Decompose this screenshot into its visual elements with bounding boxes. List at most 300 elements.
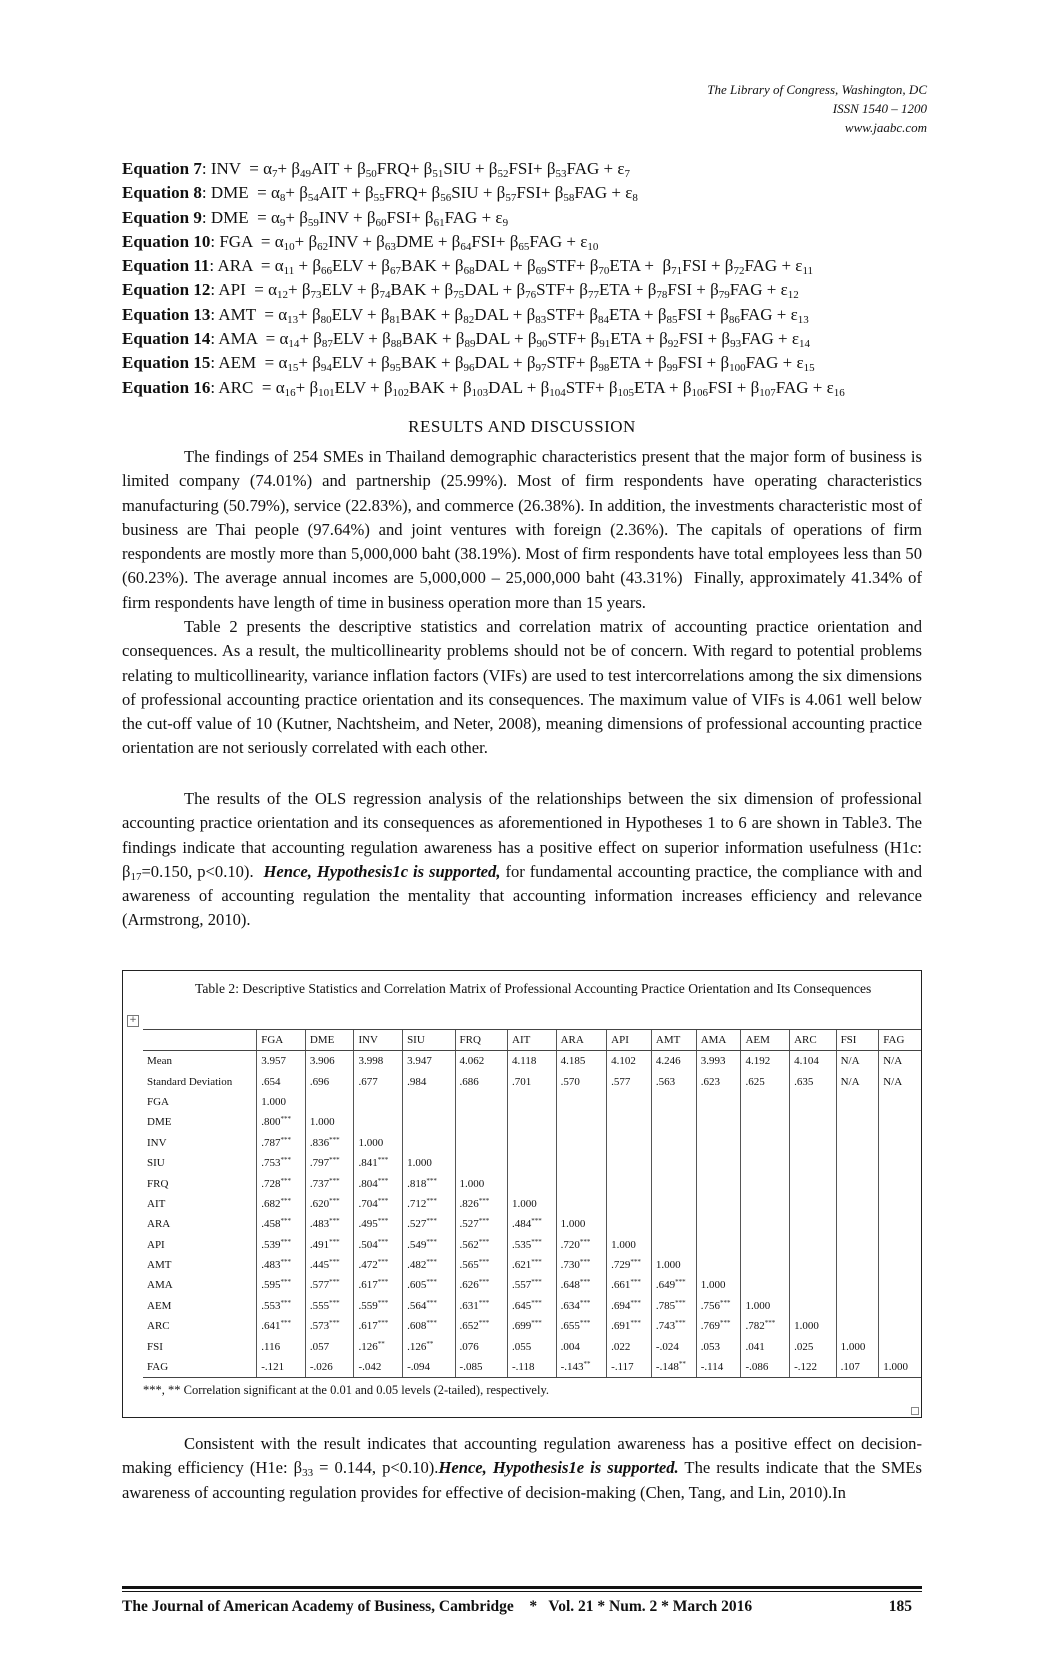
table-cell	[836, 1092, 879, 1112]
table-cell: .753***	[257, 1153, 306, 1173]
equation-label: Equation 8	[122, 183, 202, 203]
table-cell: .652***	[455, 1316, 507, 1336]
significance-mark: ***	[478, 1217, 490, 1226]
table-cell	[696, 1235, 741, 1255]
footer-separator: *	[661, 1598, 669, 1615]
significance-mark: ***	[579, 1258, 591, 1267]
table-cell	[556, 1112, 607, 1132]
table-cell: .527***	[403, 1214, 455, 1234]
table-cell: .076	[455, 1336, 507, 1356]
table-cell	[508, 1092, 557, 1112]
table-cell	[790, 1296, 837, 1316]
significance-mark: ***	[280, 1319, 291, 1328]
row-label: INV	[147, 1136, 167, 1149]
footer-rule-thin	[122, 1591, 922, 1592]
table-row	[143, 1336, 921, 1356]
page-number: 185	[888, 1598, 912, 1615]
significance-mark: ***	[478, 1278, 490, 1287]
column-header-fga: FGA	[257, 1030, 306, 1051]
significance-mark: ***	[531, 1217, 542, 1226]
paragraph-regression-results: The results of the OLS regression analysis of the relationships between the six dimension of professional accounting practice orientation and its consequences as aforementioned in Hypotheses 1 to 6 are shown in Table3. The findings indicate that accounting regulation awareness has a positive effect on superior information usefulness (H1c: $\beta_{17}=0.150$, p<0.10). Hence, Hypothesis1c is supported, for fundamental accounting practice, the compliance with and awareness of accounting regulation the mentality that accounting information increases efficiency and relevance (Armstrong, 2010).	[122, 789, 922, 930]
table-cell	[836, 1255, 879, 1275]
table-cell	[741, 1112, 790, 1132]
table-cell	[741, 1275, 790, 1295]
table-cell	[696, 1133, 741, 1153]
footer-separator: *	[597, 1598, 606, 1615]
table-cell: .004	[556, 1336, 607, 1356]
table-cell: 1.000	[879, 1357, 921, 1378]
table-cell: .730***	[556, 1255, 607, 1275]
table-cell: .984	[403, 1071, 455, 1091]
significance-mark: ***	[426, 1237, 437, 1246]
equation-label: Equation 11	[122, 256, 210, 276]
table-cell: .617***	[354, 1275, 403, 1295]
table-cell	[879, 1194, 921, 1214]
equation-lhs: AMT	[218, 304, 256, 324]
table-row	[143, 1357, 921, 1378]
table-cell	[741, 1194, 790, 1214]
table-cell	[741, 1173, 790, 1193]
table-cell: -.121	[257, 1357, 306, 1378]
column-header-ara: ARA	[556, 1030, 607, 1051]
table-row	[143, 1214, 921, 1234]
table-cell: 1.000	[836, 1336, 879, 1356]
equation-label: Equation 15	[122, 353, 211, 373]
table-cell: .483***	[305, 1214, 354, 1234]
equation-list	[122, 157, 922, 400]
equation-label: Equation 9	[122, 207, 202, 227]
table-cell	[836, 1296, 879, 1316]
table-cell: 4.246	[651, 1051, 696, 1072]
table-cell: .836***	[305, 1133, 354, 1153]
row-label: FGA	[147, 1095, 170, 1108]
equation-rhs: = $\alpha_8+ \beta_{54}AIT + \beta_{55}FRQ+ \beta_{56}SIU + \beta_{57}FSI+ \beta_{58}FAG + \varepsilon_8$	[257, 183, 638, 205]
table-cell: .504***	[354, 1235, 403, 1255]
table-cell: .800***	[257, 1112, 306, 1132]
table-cell: .648***	[556, 1275, 607, 1295]
significance-mark: ***	[675, 1278, 686, 1287]
table-row	[143, 1194, 921, 1214]
table-cell: N/A	[879, 1051, 921, 1072]
equation-lhs: ARA	[217, 256, 253, 276]
equation-line: Equation 14: AMA = $\alpha_{14}+ \beta_{87}ELV + \beta_{88}BAK + \beta_{89}DAL + \beta_{90}STF+ \beta_{91}ETA + \beta_{92}FSI + \beta_{93}FAG + \varepsilon_{14}$	[122, 329, 811, 351]
table-cell: .570	[556, 1071, 607, 1091]
table-row	[143, 1296, 921, 1316]
table-cell	[403, 1092, 455, 1112]
table-cell: 4.104	[790, 1051, 837, 1072]
significance-mark: ***	[280, 1176, 291, 1185]
table-row	[143, 1255, 921, 1275]
table-row	[143, 1133, 921, 1153]
table-cell: -.085	[455, 1357, 507, 1378]
equation-lhs: DME	[210, 183, 249, 203]
significance-mark: ***	[630, 1278, 641, 1287]
row-label: API	[147, 1238, 165, 1251]
equation-lhs: ARC	[218, 377, 254, 397]
equation-rhs: = $\alpha_{16}+ \beta_{101}ELV + \beta_{102}BAK + \beta_{103}DAL + \beta_{104}STF+ \beta_{105}ETA + \beta_{106}FSI + \beta_{107}FAG + \varepsilon_{16}$	[261, 377, 845, 399]
table-cell: .782***	[741, 1316, 790, 1336]
equation-rhs: = $\alpha_{15}+ \beta_{94}ELV + \beta_{95}BAK + \beta_{96}DAL + \beta_{97}STF+ \beta_{98}ETA + \beta_{99}FSI + \beta_{100}FAG + \varepsilon_{15}$	[264, 353, 815, 375]
footer-journal: The Journal of American Academy of Business, Cambridge	[122, 1598, 514, 1615]
table-cell: .797***	[305, 1153, 354, 1173]
table-cell: .785***	[651, 1296, 696, 1316]
equation-label: Equation 12	[122, 280, 211, 300]
table-cell: .691***	[607, 1316, 652, 1336]
equation-label: Equation 10	[122, 231, 211, 251]
table-cell	[455, 1133, 507, 1153]
row-label: FAG	[143, 1357, 257, 1378]
column-header-api: API	[607, 1030, 652, 1051]
paragraph-decision-making: Consistent with the result indicates that accounting regulation awareness has a positive effect on decision-making efficiency (H1e: $\beta_{33} = 0.144$, p<0.10).Hence, Hypothesis1e is supported. The results indicate that the SMEs awareness of accounting regulation provides for effective of decision-making (Chen, Tang, and Lin, 2010).In	[122, 1434, 922, 1502]
table-cell: .555***	[305, 1296, 354, 1316]
table-cell: .626***	[455, 1275, 507, 1295]
table-cell: .577***	[305, 1275, 354, 1295]
table-cell: -.122	[790, 1357, 837, 1378]
table-cell	[696, 1173, 741, 1193]
table-cell: .565***	[455, 1255, 507, 1275]
table-cell: .055	[508, 1336, 557, 1356]
table-cell: .826***	[455, 1194, 507, 1214]
table-cell: -.026	[305, 1357, 354, 1378]
equation-rhs: = $\alpha_9+ \beta_{59}INV + \beta_{60}FSI+ \beta_{61}FAG + \varepsilon_9$	[257, 207, 509, 229]
table-cell	[879, 1235, 921, 1255]
footer-date: March 2016	[672, 1598, 753, 1615]
table-cell	[607, 1194, 652, 1214]
equation-line: Equation 11: ARA = $\alpha_{11} + \beta_{66}ELV + \beta_{67}BAK + \beta_{68}DAL + \beta_{69}STF+ \beta_{70}ETA + \beta_{71}FSI + \beta_{72}FAG + \varepsilon_{11}$	[122, 256, 814, 278]
table-cell	[790, 1214, 837, 1234]
table-cell: .623	[696, 1071, 741, 1091]
table-cell	[790, 1235, 837, 1255]
table-cell: -.143**	[556, 1357, 607, 1378]
table-cell: .631***	[455, 1296, 507, 1316]
equation-lhs: API	[218, 280, 246, 300]
table-cell: .661***	[607, 1275, 652, 1295]
significance-mark: ***	[426, 1176, 437, 1185]
equation-rhs: = $\alpha_{12}+ \beta_{73}ELV + \beta_{74}BAK + \beta_{75}DAL + \beta_{76}STF+ \beta_{77}ETA + \beta_{78}FSI + \beta_{79}FAG + \varepsilon_{12}$	[254, 280, 799, 302]
table-cell: .577	[607, 1071, 652, 1091]
significance-mark: ***	[478, 1258, 490, 1267]
table-cell	[651, 1235, 696, 1255]
column-header-ama: AMA	[696, 1030, 741, 1051]
table-cell	[836, 1275, 879, 1295]
header-publisher: The Library of Congress, Washington, DC	[707, 82, 927, 97]
table-cell	[651, 1133, 696, 1153]
equation-label: Equation 14	[122, 329, 211, 349]
equation-rhs: = $\alpha_{13}+ \beta_{80}ELV + \beta_{81}BAK + \beta_{82}DAL + \beta_{83}STF+ \beta_{84}ETA + \beta_{85}FSI + \beta_{86}FAG + \varepsilon_{13}$	[264, 304, 809, 326]
column-header-arc: ARC	[790, 1030, 837, 1051]
significance-mark: ***	[329, 1298, 340, 1307]
table-cell	[879, 1173, 921, 1193]
table-cell: 1.000	[696, 1275, 741, 1295]
column-header-ait: AIT	[508, 1030, 557, 1051]
significance-mark: ***	[329, 1156, 340, 1165]
table-cell: .495***	[354, 1214, 403, 1234]
equation-rhs: = $\alpha_{10}+ \beta_{62}INV + \beta_{63}DME + \beta_{64}FSI+ \beta_{65}FAG + \varepsilon_{10}$	[260, 231, 599, 253]
significance-mark: ***	[764, 1319, 776, 1328]
significance-mark: ***	[280, 1135, 291, 1144]
equation-line: Equation 16: ARC = $\alpha_{16}+ \beta_{101}ELV + \beta_{102}BAK + \beta_{103}DAL + \beta_{104}STF+ \beta_{105}ETA + \beta_{106}FSI + \beta_{107}FAG + \varepsilon_{16}$	[122, 377, 845, 399]
table-cell: .445***	[305, 1255, 354, 1275]
table-cell	[790, 1112, 837, 1132]
significance-mark: ***	[377, 1278, 389, 1287]
table-cell	[508, 1112, 557, 1132]
significance-mark: **	[583, 1360, 591, 1369]
footer-rule-thick	[122, 1586, 922, 1589]
table-cell	[879, 1255, 921, 1275]
row-label: AMT	[147, 1259, 172, 1272]
significance-mark: ***	[280, 1258, 291, 1267]
table-cell	[790, 1092, 837, 1112]
table-cell: .737***	[305, 1173, 354, 1193]
table-cell: 1.000	[556, 1214, 607, 1234]
footer-number: Num. 2	[609, 1598, 658, 1615]
significance-mark: ***	[478, 1196, 490, 1205]
significance-mark: ***	[280, 1115, 291, 1124]
header-website: www.jaabc.com	[844, 120, 927, 135]
table-cell: .458***	[257, 1214, 306, 1234]
table-cell	[305, 1092, 354, 1112]
table-cell	[836, 1112, 879, 1132]
table-cell: .053	[696, 1336, 741, 1356]
table-cell: .699***	[508, 1316, 557, 1336]
table-cell	[508, 1133, 557, 1153]
table-cell	[696, 1112, 741, 1132]
equation-label: Equation 7	[122, 159, 202, 178]
significance-mark: ***	[377, 1196, 389, 1205]
table-cell: .539***	[257, 1235, 306, 1255]
table-cell	[607, 1092, 652, 1112]
column-header-fsi: FSI	[836, 1030, 879, 1051]
paragraph-demographics: The findings of 254 SMEs in Thailand demographic characteristics present that the major form of business is limited company (74.01%) and partnership (25.99%). Most of firm respondents have operating characteristics manufacturing (50.79%), service (22.83%), and commerce (26.38%). In addition, the investments characteristic most of business are Thai people (97.64%) and joint ventures with foreign (2.36%). The capitals of operations of firm respondents are mostly more than 5,000,000 baht (38.19%). Most of firm respondents have total employees less than 50 (60.23%). The average annual incomes are 5,000,000 – 25,000,000 baht (43.31%) Finally, approximately 41.34% of firm respondents have length of time in business operation more than 15 years.	[122, 447, 922, 612]
significance-mark: ***	[531, 1319, 542, 1328]
table-cell: .107	[836, 1357, 879, 1378]
significance-mark: ***	[675, 1319, 686, 1328]
table-cell: .057	[305, 1336, 354, 1356]
row-label: FSI	[147, 1340, 163, 1353]
equation-line: Equation 13: AMT = $\alpha_{13}+ \beta_{80}ELV + \beta_{81}BAK + \beta_{82}DAL + \beta_{83}STF+ \beta_{84}ETA + \beta_{85}FSI + \beta_{86}FAG + \varepsilon_{13}$	[122, 304, 809, 326]
significance-mark: ***	[377, 1237, 389, 1246]
table-cell: -.094	[403, 1357, 455, 1378]
table-cell: .535***	[508, 1235, 557, 1255]
table-cell	[879, 1112, 921, 1132]
table-note: ***, ** Correlation significant at the 0.01 and 0.05 levels (2-tailed), respectively.	[143, 1383, 550, 1397]
significance-mark: ***	[719, 1298, 731, 1307]
significance-mark: ***	[377, 1258, 389, 1267]
table-resize-handle-icon[interactable]	[911, 1407, 919, 1415]
significance-mark: ***	[579, 1278, 591, 1287]
table-cell	[741, 1235, 790, 1255]
table-cell: .553***	[257, 1296, 306, 1316]
significance-mark: ***	[630, 1298, 641, 1307]
table-cell: .041	[741, 1336, 790, 1356]
table-cell	[607, 1153, 652, 1173]
table-cell: .787***	[257, 1133, 306, 1153]
equation-line: Equation 10: FGA = $\alpha_{10}+ \beta_{62}INV + \beta_{63}DME + \beta_{64}FSI+ \beta_{65}FAG + \varepsilon_{10}$	[122, 231, 599, 253]
table-cell	[651, 1194, 696, 1214]
table-cell: 4.062	[455, 1051, 507, 1072]
table-cell: 3.957	[257, 1051, 306, 1072]
significance-mark: ***	[377, 1217, 389, 1226]
significance-mark: ***	[426, 1319, 437, 1328]
table-cell	[556, 1173, 607, 1193]
table-cell	[556, 1133, 607, 1153]
significance-mark: **	[678, 1360, 686, 1369]
table-cell: 1.000	[508, 1194, 557, 1214]
equation-line: Equation 15: AEM = $\alpha_{15}+ \beta_{94}ELV + \beta_{95}BAK + \beta_{96}DAL + \beta_{97}STF+ \beta_{98}ETA + \beta_{99}FSI + \beta_{100}FAG + \varepsilon_{15}$	[122, 353, 815, 375]
table-cell: .712***	[403, 1194, 455, 1214]
row-label: AMA	[147, 1279, 173, 1292]
table-cell: .841***	[354, 1153, 403, 1173]
table-cell	[836, 1133, 879, 1153]
column-header-aem: AEM	[741, 1030, 790, 1051]
significance-mark: ***	[329, 1319, 340, 1328]
table-cell: -.086	[741, 1357, 790, 1378]
column-header-frq: FRQ	[455, 1030, 507, 1051]
significance-mark: ***	[329, 1176, 340, 1185]
table-cell	[556, 1194, 607, 1214]
table-cell: .743***	[651, 1316, 696, 1336]
table-cell: 4.185	[556, 1051, 607, 1072]
table-cell: 4.118	[508, 1051, 557, 1072]
table-cell: 3.993	[696, 1051, 741, 1072]
equation-lhs: DME	[210, 207, 249, 227]
table-cell	[696, 1255, 741, 1275]
table-cell: .694***	[607, 1296, 652, 1316]
table-cell	[455, 1112, 507, 1132]
significance-mark: ***	[630, 1319, 641, 1328]
header-issn: ISSN 1540 – 1200	[832, 101, 927, 116]
footer-separator: *	[529, 1598, 538, 1615]
table-row	[143, 1153, 921, 1173]
section-title: RESULTS AND DISCUSSION	[408, 417, 636, 436]
row-label: Standard Deviation	[147, 1075, 233, 1088]
table-cell	[741, 1255, 790, 1275]
table-cell: 1.000	[607, 1235, 652, 1255]
table-cell: .654	[257, 1071, 306, 1091]
equation-line: Equation 8: DME = $\alpha_8+ \beta_{54}AIT + \beta_{55}FRQ+ \beta_{56}SIU + \beta_{57}FSI+ \beta_{58}FAG + \varepsilon_8$	[122, 183, 638, 205]
table-row	[143, 1112, 921, 1132]
table-cell	[696, 1153, 741, 1173]
significance-mark: ***	[280, 1156, 291, 1165]
significance-mark: ***	[478, 1298, 490, 1307]
significance-mark: ***	[531, 1258, 542, 1267]
table-cell	[696, 1194, 741, 1214]
table-cell: .649***	[651, 1275, 696, 1295]
table-cell: .483***	[257, 1255, 306, 1275]
table-cell	[790, 1133, 837, 1153]
table-cell: .595***	[257, 1275, 306, 1295]
table-caption: Table 2: Descriptive Statistics and Correlation Matrix of Professional Accounting Practice Orientation and Its Consequences	[195, 981, 872, 996]
table-cell: .573***	[305, 1316, 354, 1336]
equation-rhs: = $\alpha_{14}+ \beta_{87}ELV + \beta_{88}BAK + \beta_{89}DAL + \beta_{90}STF+ \beta_{91}ETA + \beta_{92}FSI + \beta_{93}FAG + \varepsilon_{14}$	[265, 329, 811, 351]
table-cell: .641***	[257, 1316, 306, 1336]
table-cell: 3.947	[403, 1051, 455, 1072]
table-cell	[651, 1153, 696, 1173]
significance-mark: ***	[426, 1196, 437, 1205]
table-cell: .686	[455, 1071, 507, 1091]
column-header-fag: FAG	[879, 1030, 921, 1051]
table-cell: .126**	[403, 1336, 455, 1356]
significance-mark: ***	[675, 1298, 686, 1307]
significance-mark: ***	[426, 1298, 437, 1307]
table-cell	[879, 1092, 921, 1112]
table-cell: .635	[790, 1071, 837, 1091]
table-cell	[741, 1133, 790, 1153]
table-cell	[790, 1255, 837, 1275]
table-cell: .645***	[508, 1296, 557, 1316]
table-cell: 1.000	[257, 1092, 306, 1112]
table-cell: 1.000	[651, 1255, 696, 1275]
table-cell	[556, 1092, 607, 1112]
table-cell	[741, 1214, 790, 1234]
significance-mark: ***	[329, 1258, 340, 1267]
table-cell: .564***	[403, 1296, 455, 1316]
table-cell	[879, 1336, 921, 1356]
table-cell: .704***	[354, 1194, 403, 1214]
significance-mark: ***	[579, 1319, 591, 1328]
row-label: DME	[147, 1116, 172, 1129]
table-cell: 1.000	[305, 1112, 354, 1132]
table-cell	[455, 1092, 507, 1112]
table-cell	[879, 1316, 921, 1336]
table-cell: 3.998	[354, 1051, 403, 1072]
significance-mark: **	[377, 1339, 385, 1348]
table-row	[143, 1071, 921, 1091]
equation-line: Equation 12: API = $\alpha_{12}+ \beta_{73}ELV + \beta_{74}BAK + \beta_{75}DAL + \beta_{76}STF+ \beta_{77}ETA + \beta_{78}FSI + \beta_{79}FAG + \varepsilon_{12}$	[122, 280, 799, 302]
significance-mark: ***	[426, 1217, 437, 1226]
table-cell: -.117	[607, 1357, 652, 1378]
significance-mark: ***	[478, 1237, 490, 1246]
equation-lhs: AMA	[218, 329, 258, 349]
table-move-handle-icon[interactable]: +	[127, 1015, 139, 1027]
table-2-frame	[122, 970, 922, 1418]
table-cell: 1.000	[455, 1173, 507, 1193]
table-cell: .677	[354, 1071, 403, 1091]
table-cell: .472***	[354, 1255, 403, 1275]
significance-mark: ***	[531, 1298, 542, 1307]
table-cell	[696, 1214, 741, 1234]
table-cell: 1.000	[403, 1153, 455, 1173]
table-cell: 1.000	[741, 1296, 790, 1316]
table-cell: .756***	[696, 1296, 741, 1316]
table-cell	[836, 1153, 879, 1173]
column-header-amt: AMT	[651, 1030, 696, 1051]
significance-mark: ***	[329, 1237, 340, 1246]
table-cell: .557***	[508, 1275, 557, 1295]
table-cell	[741, 1153, 790, 1173]
table-cell	[651, 1214, 696, 1234]
equation-label: Equation 13	[122, 304, 211, 324]
significance-mark: ***	[329, 1278, 340, 1287]
significance-mark: ***	[280, 1196, 291, 1205]
significance-mark: ***	[426, 1258, 437, 1267]
row-label: Mean	[147, 1055, 173, 1068]
table-cell	[836, 1173, 879, 1193]
table-cell: .729***	[607, 1255, 652, 1275]
table-cell	[455, 1153, 507, 1173]
table-cell	[651, 1092, 696, 1112]
table-cell: .527***	[455, 1214, 507, 1234]
table-cell	[879, 1275, 921, 1295]
significance-mark: ***	[377, 1156, 389, 1165]
significance-mark: ***	[280, 1298, 291, 1307]
table-cell	[836, 1214, 879, 1234]
table-cell	[836, 1316, 879, 1336]
page-footer	[122, 1598, 922, 1616]
table-cell: -.114	[696, 1357, 741, 1378]
table-cell: -.148**	[651, 1357, 696, 1378]
table-cell	[790, 1173, 837, 1193]
